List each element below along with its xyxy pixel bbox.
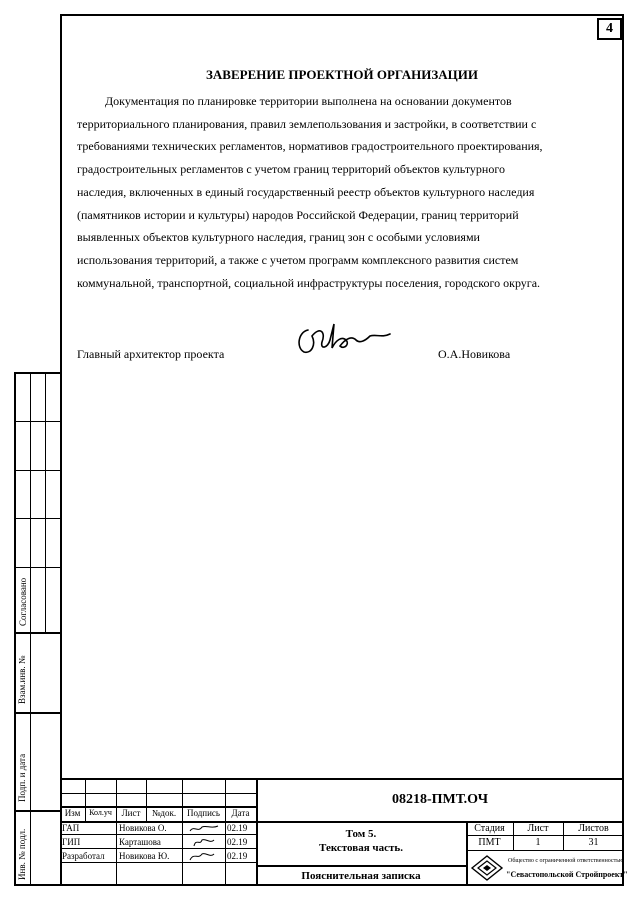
body-line: выявленных объектов культурного наследия, границ зон с особыми условиями (77, 230, 480, 245)
side-label-inv-replace: Взам.инв. № (17, 655, 27, 704)
body-text (77, 90, 597, 294)
header-doc: №док. (151, 808, 177, 818)
title-block (60, 778, 628, 886)
document-code: 08218-ПМТ.ОЧ (391, 792, 489, 807)
body-line: территориального планирования, правил землепользования и застройки, в соответствии с (77, 116, 537, 131)
stage-label: Стадия (474, 823, 505, 834)
signature-image (290, 318, 400, 363)
sheet-value: 1 (535, 837, 541, 848)
stamp-signatures (186, 822, 222, 864)
stage-value: ПМТ (478, 837, 501, 848)
sheets-label: Листов (578, 823, 609, 834)
header-list: Лист (121, 808, 141, 818)
row-date: 02.19 (227, 851, 248, 861)
row-role: ГИП (62, 837, 81, 847)
body-line: Документация по планировке территории выполнена на основании документов (105, 94, 512, 108)
header-sign: Подпись (186, 808, 221, 818)
side-strip (14, 372, 60, 886)
sheet-label: Лист (527, 823, 549, 834)
row-date: 02.19 (227, 823, 248, 833)
row-name: Новикова О. (119, 823, 167, 833)
company-logo-icon (470, 854, 504, 882)
row-role: ГАП (62, 823, 80, 833)
row-name: Новикова Ю. (119, 851, 170, 861)
side-label-agreed: Согласовано (18, 577, 28, 626)
body-line: использования территорий, а также с учетом программ комплексного развития систем (77, 252, 519, 267)
side-label-sign-date: Подп. и дата (17, 753, 27, 802)
body-line: градостроительных регламентов с учетом границ территорий объектов культурного (77, 162, 505, 177)
header-date: Дата (231, 808, 250, 818)
header-izm: Изм (64, 808, 81, 818)
signer-name: О.А.Новикова (438, 347, 511, 361)
row-name: Карташова (119, 837, 161, 847)
page-number: 4 (597, 18, 622, 40)
row-role: Разработал (62, 851, 105, 861)
volume: Том 5. (345, 828, 377, 840)
document-title: ЗАВЕРЕНИЕ ПРОЕКТНОЙ ОРГАНИЗАЦИИ (206, 67, 478, 82)
row-date: 02.19 (227, 837, 248, 847)
company-line2: "Севастопольской Стройпроект" (506, 870, 628, 879)
body-line: (памятников истории и культуры) народов Российской Федерации, границ территорий (77, 207, 519, 222)
body-line: наследия, включенных в единый государственный реестр объектов культурного наследия (77, 184, 535, 199)
volume-sub: Текстовая часть. (319, 842, 403, 854)
body-line: требованиями технических регламентов, нормативов градостроительного проектирования, (77, 139, 543, 154)
doc-title: Пояснительная записка (301, 870, 421, 882)
company-line1: Общество с ограниченной ответственностью (508, 858, 624, 864)
sheets-value: 31 (588, 837, 599, 848)
side-label-inv-orig: Инв. № подл. (17, 828, 27, 880)
header-kol: Кол.уч (89, 808, 112, 817)
body-line: коммунальной, транспортной, социальной инфраструктуры поселения, городского округа. (77, 275, 541, 290)
signer-role: Главный архитектор проекта (77, 347, 225, 361)
